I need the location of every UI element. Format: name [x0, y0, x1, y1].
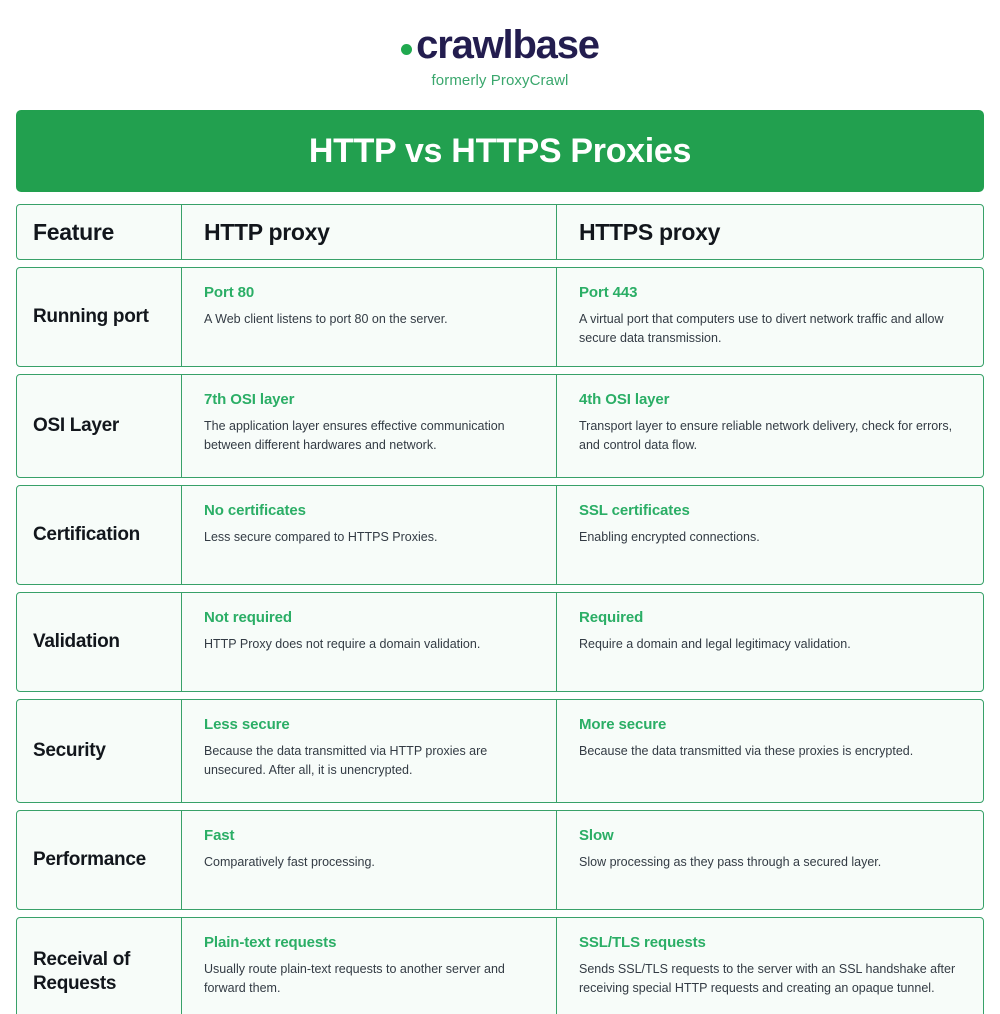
- http-value-title: Plain-text requests: [204, 934, 337, 951]
- row-https-cell: [557, 375, 983, 477]
- row-http-cell: [182, 918, 557, 1014]
- green-dot-icon: [401, 44, 412, 55]
- feature-label: Certification: [33, 524, 140, 546]
- brand-tagline: formerly ProxyCrawl: [431, 72, 569, 89]
- https-value-desc: Because the data transmitted via these proxies is encrypted.: [579, 744, 914, 758]
- brand-header: [16, 0, 984, 110]
- page-title: HTTP vs HTTPS Proxies: [308, 131, 692, 170]
- table-row: [16, 267, 984, 367]
- header-label-feature: Feature: [33, 218, 114, 245]
- row-feature-cell: [17, 593, 182, 691]
- http-value-desc: Because the data transmitted via HTTP proxies are unsecured. After all, it is unencrypted.: [204, 744, 488, 778]
- https-value-title: SSL certificates: [579, 502, 690, 519]
- feature-label: Security: [33, 740, 106, 762]
- table-row: [16, 699, 984, 803]
- http-value-title: No certificates: [204, 502, 306, 519]
- https-value-desc: Enabling encrypted connections.: [579, 530, 760, 544]
- feature-label: Validation: [33, 631, 120, 653]
- row-http-cell: [182, 268, 557, 366]
- https-value-desc: Require a domain and legal legitimacy validation.: [579, 637, 851, 651]
- table-header-row: [16, 204, 984, 260]
- row-feature-cell: [17, 268, 182, 366]
- row-feature-cell: [17, 918, 182, 1014]
- brand-name: crawlbase: [416, 23, 599, 67]
- row-feature-cell: [17, 486, 182, 584]
- table-row: [16, 485, 984, 585]
- header-label-https: HTTPS proxy: [579, 218, 721, 245]
- comparison-table: [16, 204, 984, 1014]
- http-value-desc: Comparatively fast processing.: [204, 855, 375, 869]
- http-value-title: Port 80: [204, 284, 255, 301]
- http-value-desc: HTTP Proxy does not require a domain validation.: [204, 637, 481, 651]
- table-row: [16, 810, 984, 910]
- row-https-cell: [557, 700, 983, 802]
- header-label-http: HTTP proxy: [204, 218, 330, 245]
- http-value-title: Fast: [204, 827, 235, 844]
- table-row: [16, 592, 984, 692]
- https-value-title: Port 443: [579, 284, 638, 301]
- http-value-desc: Less secure compared to HTTPS Proxies.: [204, 530, 438, 544]
- https-value-title: 4th OSI layer: [579, 391, 670, 408]
- http-value-title: Not required: [204, 609, 292, 626]
- row-http-cell: [182, 700, 557, 802]
- table-row: [16, 917, 984, 1014]
- https-value-title: Required: [579, 609, 644, 626]
- https-value-desc: A virtual port that computers use to divert network traffic and allow secure data transmission.: [579, 312, 944, 346]
- feature-label: Running port: [33, 306, 149, 328]
- http-value-title: Less secure: [204, 716, 290, 733]
- http-value-desc: Usually route plain-text requests to another server and forward them.: [204, 962, 505, 996]
- row-feature-cell: [17, 700, 182, 802]
- title-banner: [16, 110, 984, 192]
- row-https-cell: [557, 486, 983, 584]
- row-http-cell: [182, 811, 557, 909]
- header-cell-feature: [17, 205, 182, 259]
- row-https-cell: [557, 918, 983, 1014]
- feature-label: Performance: [33, 849, 146, 871]
- row-http-cell: [182, 593, 557, 691]
- row-https-cell: [557, 268, 983, 366]
- table-row: [16, 374, 984, 478]
- feature-label: Receival of Requests: [33, 949, 131, 994]
- row-https-cell: [557, 593, 983, 691]
- https-value-desc: Slow processing as they pass through a secured layer.: [579, 855, 882, 869]
- https-value-desc: Sends SSL/TLS requests to the server with an SSL handshake after receiving special HTTP requests and creating an opaque tunnel.: [579, 962, 956, 996]
- row-feature-cell: [17, 375, 182, 477]
- row-http-cell: [182, 375, 557, 477]
- https-value-desc: Transport layer to ensure reliable network delivery, check for errors, and control data flow.: [579, 419, 953, 453]
- http-value-desc: The application layer ensures effective communication between different hardwares and network.: [204, 419, 505, 453]
- row-feature-cell: [17, 811, 182, 909]
- https-value-title: SSL/TLS requests: [579, 934, 706, 951]
- https-value-title: Slow: [579, 827, 614, 844]
- feature-label: OSI Layer: [33, 415, 120, 437]
- row-http-cell: [182, 486, 557, 584]
- http-value-title: 7th OSI layer: [204, 391, 295, 408]
- row-https-cell: [557, 811, 983, 909]
- brand-logo: [401, 25, 599, 65]
- https-value-title: More secure: [579, 716, 667, 733]
- header-cell-https: [557, 205, 983, 259]
- header-cell-http: [182, 205, 557, 259]
- http-value-desc: A Web client listens to port 80 on the server.: [204, 312, 448, 326]
